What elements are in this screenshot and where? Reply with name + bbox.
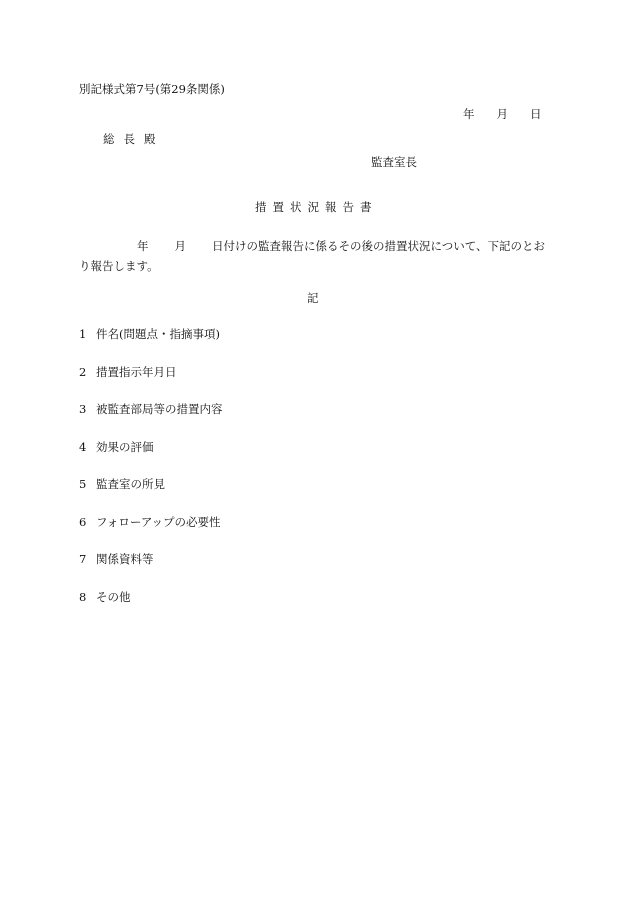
date-month: 月 xyxy=(496,107,508,121)
sender: 監査室長 xyxy=(371,155,417,169)
list-item: 7 関係資料等 xyxy=(79,552,154,566)
body-paragraph xyxy=(79,236,547,276)
body-year: 年 xyxy=(137,239,149,253)
document-title: 措置状況報告書 xyxy=(255,200,378,214)
list-item: 6 フォローアップの必要性 xyxy=(79,514,221,529)
list-item: 3 被監査部局等の措置内容 xyxy=(79,402,223,416)
list-item: 4 効果の評価 xyxy=(79,439,154,454)
date-day: 日 xyxy=(530,107,542,121)
body-text: 日付けの監査報告に係るその後の措置状況について、下記のとおり報告します。 xyxy=(79,239,546,273)
list-item: 8 その他 xyxy=(79,589,131,604)
list-item: 5 監査室の所見 xyxy=(79,477,165,491)
body-month: 月 xyxy=(174,239,186,253)
list-item: 2 措置指示年月日 xyxy=(79,364,177,379)
ki-heading: 記 xyxy=(307,291,319,305)
date-year: 年 xyxy=(463,107,475,121)
item-list xyxy=(79,327,223,627)
list-item: 1 件名(問題点・指摘事項) xyxy=(79,327,220,341)
date-line xyxy=(463,107,542,121)
form-label: 別記様式第7号(第29条関係) xyxy=(79,82,225,96)
recipient: 総長殿 xyxy=(103,132,165,146)
